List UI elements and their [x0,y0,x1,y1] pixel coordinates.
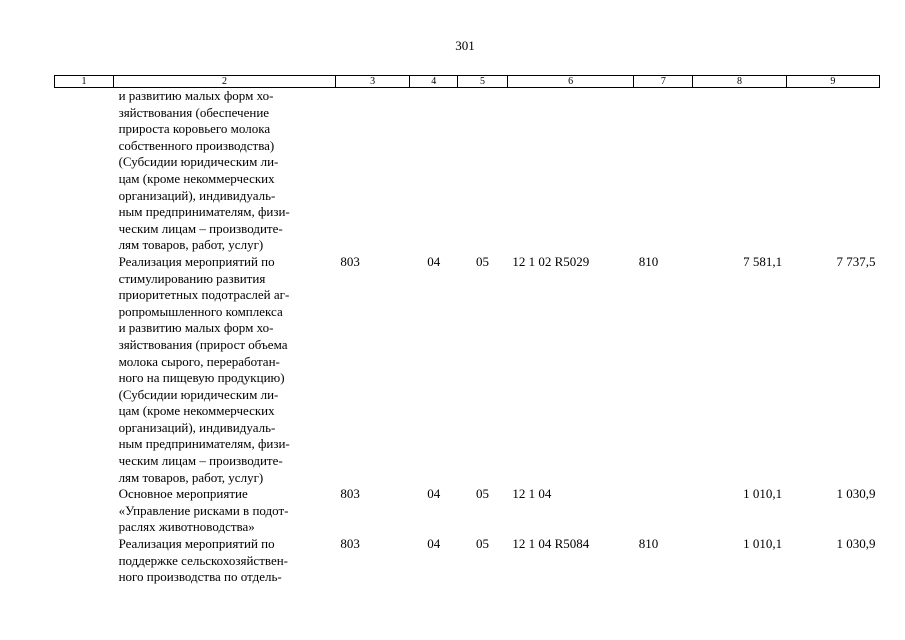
target-article-code: 12 1 04 [512,486,552,502]
amount-year-2 [786,88,879,254]
column-number: 8 [693,76,786,88]
expense-name: и развитию малых форм хо- зяйствования (обеспечение прироста коровьего молока собственного производства) (Субсидии юридическим ли- цам (кроме некоммерческих организаций), индивидуаль- ным предпринимателям, физи- ческим лицам – производите- лям товаров, работ, услуг) [118,88,290,253]
table-row [55,254,880,486]
expense-name: Реализация мероприятий по поддержке сельскохозяйствен- ного производства по отдель- [118,536,289,585]
subsection-code: 05 [475,253,489,269]
expense-type-code: 810 [638,253,659,269]
section-code: 04 [427,253,441,269]
column-number: 4 [410,76,458,88]
page-number: 301 [455,38,475,53]
row-spacer [55,254,114,486]
expense-name: Реализация мероприятий по стимулированию развития приоритетных подотраслей аг- ропромышленного комплекса и развитию малых форм хо- зяйствования (прирост объема молока сырого, переработан- ного на пищевую продукцию) (Субсидии юридическим ли- цам (кроме некоммерческих организаций), индивидуаль- ным предпринимателям, физи- ческим лицам – производите- лям товаров, работ, услуг) [118,253,290,485]
table-row [55,88,880,254]
subsection-code: 05 [475,486,489,502]
row-spacer [55,536,114,586]
amount-year-2: 1 030,9 [836,536,876,552]
amount-year-2: 7 737,5 [836,253,876,269]
column-number-row [55,76,880,88]
expense-name: Основное мероприятие «Управление рисками в подот- раслях животноводства» [118,486,289,535]
grbs-code [335,88,410,254]
column-number: 1 [55,76,114,88]
column-number: 2 [114,76,336,88]
expense-type-code [634,88,693,254]
target-article-code: 12 1 04 R5084 [512,536,590,552]
amount-year-1: 1 010,1 [743,486,783,502]
expense-type-code: 810 [638,536,659,552]
column-number: 6 [507,76,633,88]
grbs-code: 803 [340,486,360,502]
target-article-code: 12 1 02 R5029 [512,253,590,269]
amount-year-1 [693,88,786,254]
table-row [55,536,880,586]
column-number: 5 [458,76,508,88]
grbs-code: 803 [340,536,360,552]
section-code: 04 [427,536,441,552]
column-number: 9 [786,76,879,88]
row-spacer [55,88,114,254]
row-spacer [55,486,114,536]
expense-type-code [634,486,693,536]
amount-year-2: 1 030,9 [836,486,876,502]
table-row [55,486,880,536]
section-code: 04 [427,486,441,502]
column-number: 3 [335,76,410,88]
grbs-code: 803 [340,253,360,269]
subsection-code: 05 [475,536,489,552]
budget-table [54,75,880,586]
column-number: 7 [634,76,693,88]
subsection-code [458,88,508,254]
amount-year-1: 1 010,1 [743,536,783,552]
amount-year-1: 7 581,1 [743,253,783,269]
target-article-code [507,88,633,254]
section-code [410,88,458,254]
